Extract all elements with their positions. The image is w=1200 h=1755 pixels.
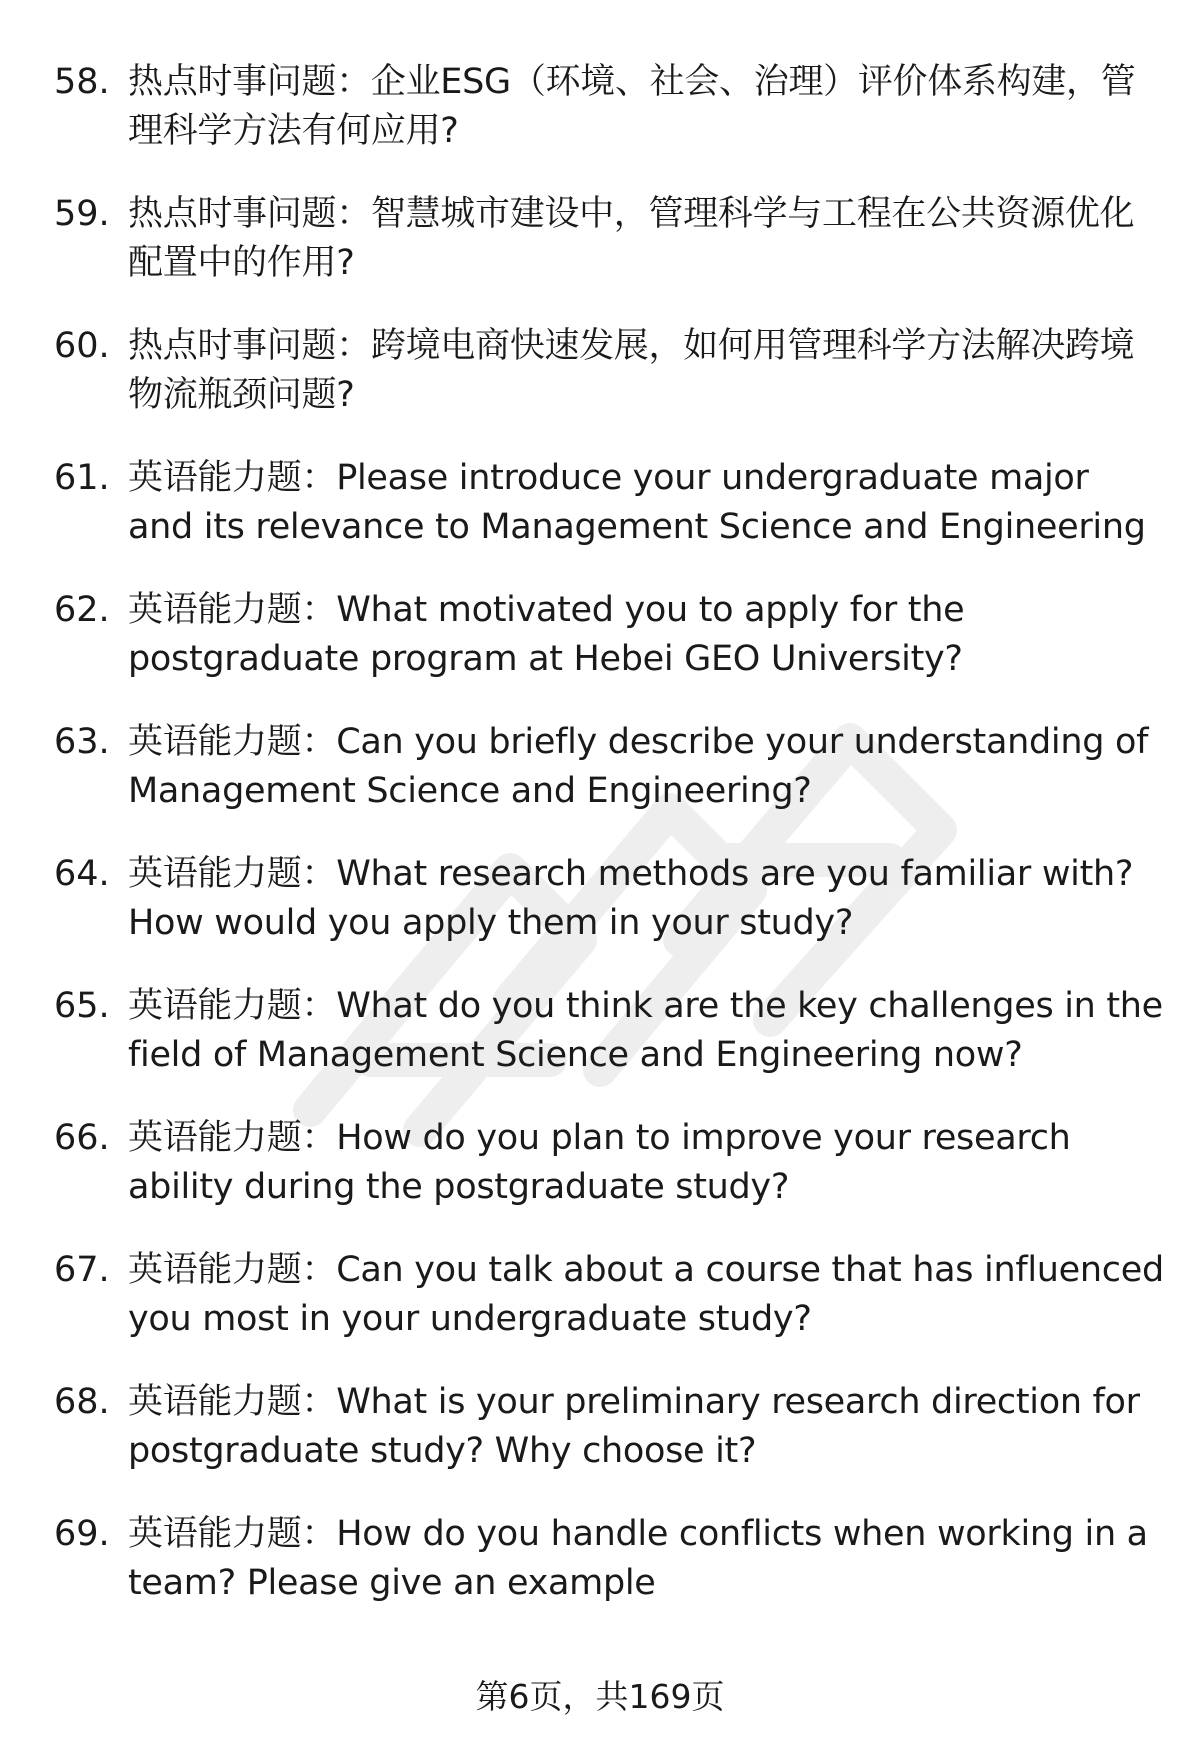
question-text: 英语能力题：How do you plan to improve your research ability during the postgraduate study? bbox=[128, 1118, 1071, 1207]
list-item bbox=[54, 1246, 1164, 1378]
question-text: 英语能力题：What is your preliminary research direction for postgraduate study? Why choose it? bbox=[128, 1382, 1140, 1471]
question-text: 热点时事问题：跨境电商快速发展，如何用管理科学方法解决跨境物流瓶颈问题? bbox=[128, 326, 1135, 415]
question-text: 英语能力题：Can you briefly describe your understanding of Management Science and Engineering? bbox=[128, 722, 1149, 811]
question-text: 热点时事问题：智慧城市建设中，管理科学与工程在公共资源优化配置中的作用? bbox=[128, 194, 1135, 283]
question-number: 67. bbox=[54, 1250, 110, 1290]
list-item bbox=[54, 58, 1164, 190]
question-number: 63. bbox=[54, 722, 110, 762]
question-text: 热点时事问题：企业ESG（环境、社会、治理）评价体系构建，管理科学方法有何应用? bbox=[128, 62, 1136, 151]
list-item bbox=[54, 190, 1164, 322]
question-list bbox=[54, 58, 1164, 1642]
question-number: 66. bbox=[54, 1118, 110, 1158]
list-item bbox=[54, 1378, 1164, 1510]
question-number: 59. bbox=[54, 194, 110, 234]
question-number: 61. bbox=[54, 458, 110, 498]
question-text: 英语能力题：How do you handle conflicts when working in a team? Please give an example bbox=[128, 1514, 1148, 1603]
question-number: 69. bbox=[54, 1514, 110, 1554]
question-number: 62. bbox=[54, 590, 110, 630]
question-number: 60. bbox=[54, 326, 110, 366]
list-item bbox=[54, 1114, 1164, 1246]
question-text: 英语能力题：What motivated you to apply for the postgraduate program at Hebei GEO University? bbox=[128, 590, 965, 679]
list-item bbox=[54, 850, 1164, 982]
question-number: 58. bbox=[54, 62, 110, 102]
list-item bbox=[54, 982, 1164, 1114]
question-text: 英语能力题：What do you think are the key challenges in the field of Management Science and Engineering now? bbox=[128, 986, 1163, 1075]
question-text: 英语能力题：Can you talk about a course that has influenced you most in your undergraduate study? bbox=[128, 1250, 1164, 1339]
list-item bbox=[54, 586, 1164, 718]
question-number: 64. bbox=[54, 854, 110, 894]
question-text: 英语能力题：What research methods are you familiar with? How would you apply them in your study? bbox=[128, 854, 1134, 943]
question-text: 英语能力题：Please introduce your undergraduate major and its relevance to Management Science and Engineering bbox=[128, 458, 1146, 547]
list-item bbox=[54, 322, 1164, 454]
list-item bbox=[54, 718, 1164, 850]
page-number: 第6页，共169页 bbox=[475, 1677, 725, 1716]
question-number: 65. bbox=[54, 986, 110, 1026]
question-number: 68. bbox=[54, 1382, 110, 1422]
list-item bbox=[54, 1510, 1164, 1642]
list-item bbox=[54, 454, 1164, 586]
